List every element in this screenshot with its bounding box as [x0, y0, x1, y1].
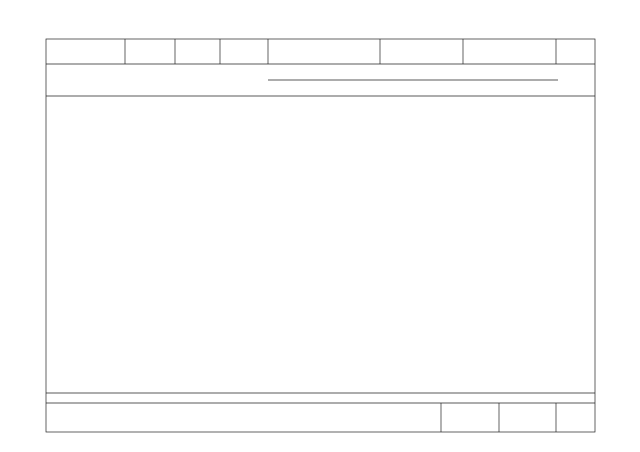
form-frame [46, 39, 595, 432]
